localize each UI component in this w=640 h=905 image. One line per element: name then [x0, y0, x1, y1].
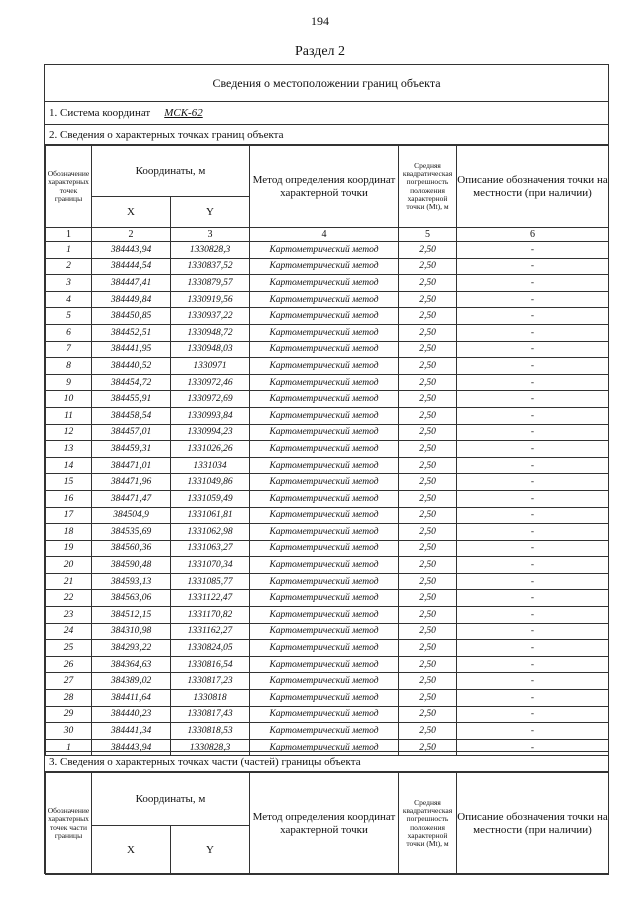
point-number: 5	[46, 308, 92, 325]
point-accuracy: 2,50	[399, 673, 457, 690]
table-row	[46, 490, 609, 507]
column-number: 1	[46, 228, 92, 242]
points-table	[45, 145, 609, 756]
point-method: Картометрический метод	[250, 640, 399, 657]
column-number: 4	[250, 228, 399, 242]
table-row	[46, 341, 609, 358]
point-accuracy: 2,50	[399, 374, 457, 391]
point-y: 1330817,43	[171, 706, 250, 723]
point-y: 1330972,69	[171, 391, 250, 408]
point-number: 3	[46, 275, 92, 292]
point-method: Картометрический метод	[250, 706, 399, 723]
point-description: -	[457, 690, 609, 707]
table-row	[46, 673, 609, 690]
point-y: 1330948,03	[171, 341, 250, 358]
point-x: 384512,15	[92, 607, 171, 624]
point-method: Картометрический метод	[250, 524, 399, 541]
point-number: 14	[46, 457, 92, 474]
point-y: 1331049,86	[171, 474, 250, 491]
point-x: 384443,94	[92, 242, 171, 259]
table-row	[46, 457, 609, 474]
point-description: -	[457, 673, 609, 690]
point-x: 384389,02	[92, 673, 171, 690]
table-row	[46, 640, 609, 657]
point-y: 1330919,56	[171, 291, 250, 308]
point-y: 1331034	[171, 457, 250, 474]
point-y: 1331059,49	[171, 490, 250, 507]
point-accuracy: 2,50	[399, 573, 457, 590]
point-x: 384449,84	[92, 291, 171, 308]
point-accuracy: 2,50	[399, 341, 457, 358]
point-y: 1331070,34	[171, 557, 250, 574]
point-y: 1330993,84	[171, 407, 250, 424]
table-row	[46, 573, 609, 590]
table-row	[46, 391, 609, 408]
point-number: 2	[46, 258, 92, 275]
point-method: Картометрический метод	[250, 457, 399, 474]
point-y: 1330824,05	[171, 640, 250, 657]
table-row	[46, 690, 609, 707]
point-x: 384440,52	[92, 358, 171, 375]
table-row	[46, 524, 609, 541]
table-row	[46, 590, 609, 607]
point-y: 1330971	[171, 358, 250, 375]
point-accuracy: 2,50	[399, 706, 457, 723]
table-row	[46, 507, 609, 524]
point-number: 22	[46, 590, 92, 607]
point-description: -	[457, 706, 609, 723]
point-accuracy: 2,50	[399, 407, 457, 424]
point-accuracy: 2,50	[399, 507, 457, 524]
point-description: -	[457, 490, 609, 507]
table-row	[46, 407, 609, 424]
point-y: 1331122,47	[171, 590, 250, 607]
point-x: 384443,94	[92, 739, 171, 756]
point-accuracy: 2,50	[399, 457, 457, 474]
point-method: Картометрический метод	[250, 407, 399, 424]
point-x: 384590,48	[92, 557, 171, 574]
parts-header-y: Y	[171, 826, 250, 875]
point-method: Картометрический метод	[250, 474, 399, 491]
point-x: 384441,34	[92, 723, 171, 740]
point-method: Картометрический метод	[250, 490, 399, 507]
point-accuracy: 2,50	[399, 656, 457, 673]
point-accuracy: 2,50	[399, 739, 457, 756]
point-number: 15	[46, 474, 92, 491]
point-number: 28	[46, 690, 92, 707]
point-number: 13	[46, 441, 92, 458]
point-accuracy: 2,50	[399, 308, 457, 325]
point-x: 384454,72	[92, 374, 171, 391]
point-x: 384593,13	[92, 573, 171, 590]
point-x: 384452,51	[92, 324, 171, 341]
point-method: Картометрический метод	[250, 673, 399, 690]
point-number: 11	[46, 407, 92, 424]
point-method: Картометрический метод	[250, 441, 399, 458]
point-description: -	[457, 324, 609, 341]
point-accuracy: 2,50	[399, 242, 457, 259]
header-method: Метод определения координат характерной точки	[250, 146, 399, 228]
table-row	[46, 308, 609, 325]
column-number: 2	[92, 228, 171, 242]
table-row	[46, 291, 609, 308]
point-number: 7	[46, 341, 92, 358]
point-accuracy: 2,50	[399, 258, 457, 275]
point-number: 23	[46, 607, 92, 624]
header-point-designation: Обозначение характерных точек границы	[46, 146, 92, 228]
point-number: 19	[46, 540, 92, 557]
point-number: 8	[46, 358, 92, 375]
point-x: 384455,91	[92, 391, 171, 408]
point-number: 27	[46, 673, 92, 690]
point-description: -	[457, 474, 609, 491]
point-method: Картометрический метод	[250, 275, 399, 292]
point-description: -	[457, 590, 609, 607]
point-description: -	[457, 507, 609, 524]
point-method: Картометрический метод	[250, 507, 399, 524]
point-method: Картометрический метод	[250, 557, 399, 574]
point-x: 384457,01	[92, 424, 171, 441]
table-title: Сведения о местоположении границ объекта	[45, 65, 608, 102]
header-y: Y	[171, 197, 250, 228]
point-method: Картометрический метод	[250, 291, 399, 308]
point-number: 26	[46, 656, 92, 673]
point-y: 1330828,3	[171, 739, 250, 756]
point-description: -	[457, 374, 609, 391]
parts-header-row	[46, 773, 609, 826]
table-row	[46, 324, 609, 341]
point-x: 384440,23	[92, 706, 171, 723]
table-row	[46, 540, 609, 557]
table-row	[46, 275, 609, 292]
point-number: 24	[46, 623, 92, 640]
point-number: 16	[46, 490, 92, 507]
point-method: Картометрический метод	[250, 258, 399, 275]
point-method: Картометрический метод	[250, 540, 399, 557]
point-description: -	[457, 275, 609, 292]
point-description: -	[457, 607, 609, 624]
point-x: 384471,47	[92, 490, 171, 507]
point-description: -	[457, 358, 609, 375]
point-accuracy: 2,50	[399, 524, 457, 541]
point-number: 10	[46, 391, 92, 408]
point-y: 1330879,57	[171, 275, 250, 292]
point-y: 1331026,26	[171, 441, 250, 458]
point-description: -	[457, 424, 609, 441]
page-number: 194	[311, 14, 329, 28]
table-row	[46, 374, 609, 391]
point-y: 1330994,23	[171, 424, 250, 441]
point-y: 1330817,23	[171, 673, 250, 690]
point-accuracy: 2,50	[399, 391, 457, 408]
point-accuracy: 2,50	[399, 623, 457, 640]
table-row	[46, 557, 609, 574]
point-y: 1330818,53	[171, 723, 250, 740]
point-y: 1330828,3	[171, 242, 250, 259]
point-y: 1331063,27	[171, 540, 250, 557]
point-accuracy: 2,50	[399, 275, 457, 292]
table-row	[46, 424, 609, 441]
point-description: -	[457, 308, 609, 325]
points-section-title: 2. Сведения о характерных точках границ объекта	[45, 125, 608, 145]
point-x: 384447,41	[92, 275, 171, 292]
parts-header-description: Описание обозначения точки на местности (при наличии)	[457, 773, 609, 875]
point-x: 384459,31	[92, 441, 171, 458]
point-x: 384458,54	[92, 407, 171, 424]
point-accuracy: 2,50	[399, 690, 457, 707]
point-x: 384441,95	[92, 341, 171, 358]
point-y: 1331162,27	[171, 623, 250, 640]
point-method: Картометрический метод	[250, 308, 399, 325]
table-row	[46, 623, 609, 640]
point-accuracy: 2,50	[399, 640, 457, 657]
point-description: -	[457, 557, 609, 574]
point-y: 1330818	[171, 690, 250, 707]
point-number: 21	[46, 573, 92, 590]
point-description: -	[457, 723, 609, 740]
coordinate-system-row	[45, 102, 608, 125]
point-description: -	[457, 391, 609, 408]
point-number: 1	[46, 739, 92, 756]
point-method: Картометрический метод	[250, 723, 399, 740]
table-row	[46, 242, 609, 259]
parts-table	[45, 772, 609, 875]
table-row	[46, 358, 609, 375]
table-row	[46, 474, 609, 491]
parts-section-title: 3. Сведения о характерных точках части (частей) границы объекта	[45, 751, 608, 772]
parts-header-accuracy: Средняя квадратическая погрешность положения характерной точки (Mt), м	[399, 773, 457, 875]
point-method: Картометрический метод	[250, 424, 399, 441]
point-number: 29	[46, 706, 92, 723]
table-row	[46, 441, 609, 458]
point-method: Картометрический метод	[250, 573, 399, 590]
point-method: Картометрический метод	[250, 391, 399, 408]
column-number: 5	[399, 228, 457, 242]
point-x: 384563,06	[92, 590, 171, 607]
table-row	[46, 723, 609, 740]
point-accuracy: 2,50	[399, 291, 457, 308]
point-method: Картометрический метод	[250, 739, 399, 756]
point-number: 6	[46, 324, 92, 341]
table-row	[46, 607, 609, 624]
point-description: -	[457, 341, 609, 358]
point-x: 384364,63	[92, 656, 171, 673]
section-title: Раздел 2	[294, 44, 346, 59]
point-description: -	[457, 524, 609, 541]
point-accuracy: 2,50	[399, 358, 457, 375]
point-method: Картометрический метод	[250, 607, 399, 624]
column-number: 3	[171, 228, 250, 242]
point-description: -	[457, 441, 609, 458]
boundary-table-frame	[44, 64, 609, 874]
header-description: Описание обозначения точки на местности (при наличии)	[457, 146, 609, 228]
point-accuracy: 2,50	[399, 540, 457, 557]
point-description: -	[457, 242, 609, 259]
point-method: Картометрический метод	[250, 690, 399, 707]
point-description: -	[457, 573, 609, 590]
point-number: 4	[46, 291, 92, 308]
point-accuracy: 2,50	[399, 441, 457, 458]
point-accuracy: 2,50	[399, 474, 457, 491]
point-number: 17	[46, 507, 92, 524]
table-row	[46, 258, 609, 275]
point-x: 384535,69	[92, 524, 171, 541]
coordinate-system-value: МСК-62	[164, 107, 203, 119]
point-number: 12	[46, 424, 92, 441]
column-number-row	[46, 228, 609, 242]
point-y: 1330837,52	[171, 258, 250, 275]
parts-header-method: Метод определения координат характерной точки	[250, 773, 399, 875]
point-number: 9	[46, 374, 92, 391]
point-description: -	[457, 640, 609, 657]
point-y: 1330937,22	[171, 308, 250, 325]
point-method: Картометрический метод	[250, 242, 399, 259]
point-x: 384504,9	[92, 507, 171, 524]
point-number: 1	[46, 242, 92, 259]
point-x: 384310,98	[92, 623, 171, 640]
point-method: Картометрический метод	[250, 623, 399, 640]
point-y: 1330816,54	[171, 656, 250, 673]
point-description: -	[457, 258, 609, 275]
point-y: 1331170,82	[171, 607, 250, 624]
point-accuracy: 2,50	[399, 557, 457, 574]
point-y: 1330948,72	[171, 324, 250, 341]
point-number: 18	[46, 524, 92, 541]
points-header-row	[46, 146, 609, 197]
point-accuracy: 2,50	[399, 324, 457, 341]
coordinate-system-label: 1. Система координат	[49, 107, 151, 119]
point-description: -	[457, 623, 609, 640]
header-accuracy: Средняя квадратическая погрешность положения характерной точки (Mt), м	[399, 146, 457, 228]
point-accuracy: 2,50	[399, 590, 457, 607]
parts-header-coordinates: Координаты, м	[92, 773, 250, 826]
point-y: 1331085,77	[171, 573, 250, 590]
point-description: -	[457, 457, 609, 474]
point-number: 30	[46, 723, 92, 740]
parts-header-point-designation: Обозначение характерных точек части границы	[46, 773, 92, 875]
point-accuracy: 2,50	[399, 490, 457, 507]
table-row	[46, 656, 609, 673]
table-row	[46, 706, 609, 723]
point-y: 1331061,81	[171, 507, 250, 524]
point-accuracy: 2,50	[399, 723, 457, 740]
point-description: -	[457, 739, 609, 756]
point-x: 384450,85	[92, 308, 171, 325]
point-method: Картометрический метод	[250, 656, 399, 673]
point-x: 384411,64	[92, 690, 171, 707]
point-method: Картометрический метод	[250, 374, 399, 391]
point-number: 20	[46, 557, 92, 574]
point-number: 25	[46, 640, 92, 657]
point-method: Картометрический метод	[250, 358, 399, 375]
point-x: 384444,54	[92, 258, 171, 275]
column-number: 6	[457, 228, 609, 242]
point-description: -	[457, 540, 609, 557]
point-x: 384560,36	[92, 540, 171, 557]
point-y: 1331062,98	[171, 524, 250, 541]
point-accuracy: 2,50	[399, 424, 457, 441]
parts-header-x: X	[92, 826, 171, 875]
point-x: 384471,96	[92, 474, 171, 491]
point-description: -	[457, 291, 609, 308]
point-method: Картометрический метод	[250, 324, 399, 341]
point-x: 384293,22	[92, 640, 171, 657]
point-method: Картометрический метод	[250, 341, 399, 358]
header-coordinates: Координаты, м	[92, 146, 250, 197]
point-method: Картометрический метод	[250, 590, 399, 607]
header-x: X	[92, 197, 171, 228]
point-description: -	[457, 656, 609, 673]
point-x: 384471,01	[92, 457, 171, 474]
point-description: -	[457, 407, 609, 424]
point-accuracy: 2,50	[399, 607, 457, 624]
point-y: 1330972,46	[171, 374, 250, 391]
